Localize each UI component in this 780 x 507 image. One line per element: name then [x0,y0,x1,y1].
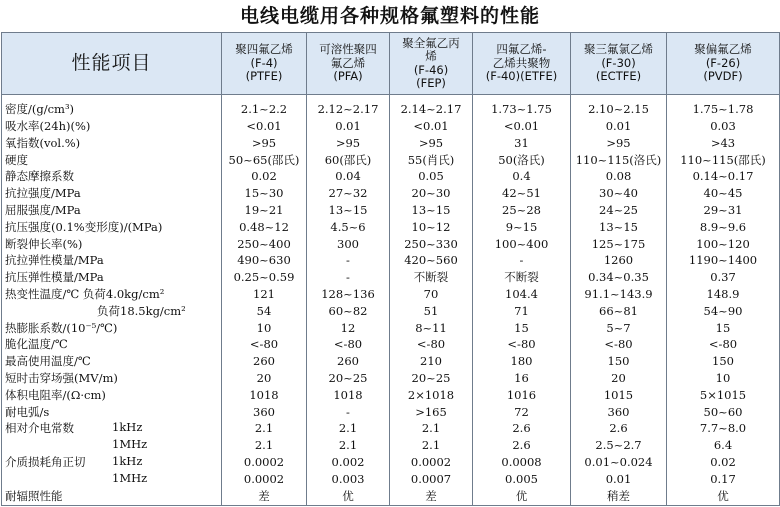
header-material-line: (PFA) [333,69,363,84]
property-name: 抗压弹性模量/MPa [5,270,104,285]
header-material-line: (F-46) [413,62,449,77]
value-cell: <0.01 [390,118,473,135]
value-cell: 104.4 [473,286,571,303]
property-name: 最高使用温度/℃ [5,354,91,369]
value-cell: 0.14~0.17 [667,169,780,186]
value-cell: 0.0008 [473,454,571,471]
value-cell: >95 [307,135,390,152]
property-name: 脆化温度/℃ [5,337,68,352]
value-cell: 0.01~0.024 [571,454,667,471]
property-name: 抗拉强度/MPa [5,186,81,201]
property-name: 体积电阻率/(Ω·cm) [5,387,106,402]
value-cell: 490~630 [222,253,307,270]
header-material [390,33,473,95]
value-cell: >95 [390,135,473,152]
table-row [2,236,780,253]
header-material-line: (F-30) [601,55,636,70]
value-cell: 4.5~6 [307,219,390,236]
property-label [2,454,222,471]
property-label [2,437,222,454]
value-cell: 0.03 [667,118,780,135]
property-name: 断裂伸长率(%) [5,236,83,251]
value-cell: 6.4 [667,437,780,454]
value-cell: 0.04 [307,169,390,186]
property-label [2,354,222,371]
header-property: 性能项目 [2,33,222,95]
property-name: 热变性温度/℃ 负荷4.0kg/cm² [5,286,165,301]
value-cell: 2.12~2.17 [307,95,390,119]
value-cell: 10 [222,320,307,337]
property-name: 屈服强度/MPa [5,202,81,217]
table-row [2,202,780,219]
table-row [2,270,780,287]
value-cell: 0.01 [307,118,390,135]
property-name: 氧指数(vol.%) [5,135,81,150]
value-cell: 150 [571,354,667,371]
value-cell: 5~7 [571,320,667,337]
value-cell: 20 [222,370,307,387]
value-cell: 13~15 [307,202,390,219]
value-cell: 24~25 [571,202,667,219]
value-cell: 70 [390,286,473,303]
properties-table [1,32,780,506]
value-cell: 40~45 [667,186,780,203]
value-cell: 2.1 [222,437,307,454]
value-cell: 250~330 [390,236,473,253]
value-cell: <-80 [307,337,390,354]
value-cell: 50(洛氏) [473,152,571,169]
header-material-line: (PTFE) [245,69,283,84]
property-label [2,471,222,488]
value-cell: 1260 [571,253,667,270]
property-label [2,320,222,337]
value-cell: 0.02 [667,454,780,471]
value-cell: 0.37 [667,270,780,287]
value-cell: <-80 [390,337,473,354]
value-cell: 0.4 [473,169,571,186]
value-cell: >165 [390,404,473,421]
table-row [2,303,780,320]
value-cell: 110~115(洛氏) [571,152,667,169]
header-material-line: (PVDF) [703,69,743,84]
header-material-line: (F-4) [250,55,278,70]
header-material-line: 四氟乙烯- [496,42,547,57]
header-material-line: 烯 [425,49,437,63]
table-row [2,354,780,371]
property-label [2,337,222,354]
property-frequency: 1MHz [112,471,148,485]
value-cell: 0.0002 [222,454,307,471]
table-row [2,370,780,387]
property-name: 耐辐照性能 [5,488,63,503]
property-label [2,404,222,421]
value-cell: 0.25~0.59 [222,270,307,287]
value-cell: 2.1 [307,421,390,438]
value-cell: 1.73~1.75 [473,95,571,119]
value-cell: 50~65(邵氏) [222,152,307,169]
header-material [473,33,571,95]
value-cell: 差 [390,488,473,506]
value-cell: 210 [390,354,473,371]
property-name: 短时击穿场强(MV/m) [5,370,118,385]
value-cell: 15 [473,320,571,337]
value-cell: 0.48~12 [222,219,307,236]
value-cell: 2.1 [222,421,307,438]
property-name: 耐电弧/s [5,404,50,419]
header-material-line: (FEP) [416,76,446,90]
value-cell: <-80 [571,337,667,354]
value-cell: 0.08 [571,169,667,186]
value-cell: 0.17 [667,471,780,488]
property-label [2,253,222,270]
property-label [2,152,222,169]
value-cell: 0.05 [390,169,473,186]
value-cell: 13~15 [390,202,473,219]
header-material-line: (F-40)(ETFE) [485,69,558,84]
value-cell: 2×1018 [390,387,473,404]
property-label [2,286,222,303]
value-cell: 2.6 [473,437,571,454]
value-cell: 2.1~2.2 [222,95,307,119]
table-row [2,169,780,186]
value-cell: 60(邵氏) [307,152,390,169]
value-cell: 100~120 [667,236,780,253]
property-name: 硬度 [5,152,28,167]
table-row [2,454,780,471]
value-cell: 2.6 [571,421,667,438]
table-row [2,320,780,337]
value-cell: 1.75~1.78 [667,95,780,119]
value-cell: 2.14~2.17 [390,95,473,119]
value-cell: 1018 [307,387,390,404]
value-cell: - [473,253,571,270]
value-cell: 1018 [222,387,307,404]
header-material [667,33,780,95]
value-cell: 180 [473,354,571,371]
value-cell: 420~560 [390,253,473,270]
value-cell: 0.005 [473,471,571,488]
value-cell: 差 [222,488,307,506]
property-label [2,270,222,287]
property-label [2,135,222,152]
value-cell: 66~81 [571,303,667,320]
value-cell: 1016 [473,387,571,404]
property-label [2,118,222,135]
value-cell: >95 [571,135,667,152]
value-cell: 5×1015 [667,387,780,404]
property-name: 密度/(g/cm³) [5,101,75,116]
value-cell: 0.34~0.35 [571,270,667,287]
value-cell: 71 [473,303,571,320]
value-cell: 25~28 [473,202,571,219]
value-cell: 15~30 [222,186,307,203]
value-cell: - [307,253,390,270]
value-cell: 优 [473,488,571,506]
value-cell: 100~400 [473,236,571,253]
header-material [307,33,390,95]
property-label [2,303,222,320]
value-cell: 16 [473,370,571,387]
value-cell: 60~82 [307,303,390,320]
value-cell: 54~90 [667,303,780,320]
value-cell: 54 [222,303,307,320]
header-material-line: 氟乙烯 [330,55,366,70]
property-name: 介质损耗角正切 [5,454,86,469]
value-cell: 50~60 [667,404,780,421]
value-cell: 31 [473,135,571,152]
value-cell: 不断裂 [473,270,571,287]
header-material [571,33,667,95]
value-cell: 20 [571,370,667,387]
table-body [2,95,780,506]
value-cell: 7.7~8.0 [667,421,780,438]
property-label [2,219,222,236]
value-cell: 128~136 [307,286,390,303]
property-name: 吸水率(24h)(%) [5,118,91,133]
value-cell: 10~12 [390,219,473,236]
value-cell: 125~175 [571,236,667,253]
value-cell: 20~30 [390,186,473,203]
value-cell: >43 [667,135,780,152]
table-title: 电线电缆用各种规格氟塑料的性能 [239,5,540,27]
value-cell: 0.01 [571,471,667,488]
value-cell: <-80 [667,337,780,354]
value-cell: 优 [307,488,390,506]
value-cell: 2.1 [390,437,473,454]
value-cell: 300 [307,236,390,253]
property-label [2,387,222,404]
table-row [2,421,780,438]
header-material-line: (F-26) [705,55,741,70]
value-cell: 360 [571,404,667,421]
header-material-line: 聚偏氟乙烯 [694,42,752,57]
property-label [2,202,222,219]
property-label [2,169,222,186]
value-cell: 42~51 [473,186,571,203]
value-cell: 121 [222,286,307,303]
value-cell: 19~21 [222,202,307,219]
header-material-line: 乙烯共聚物 [492,55,551,70]
value-cell: 2.6 [473,421,571,438]
value-cell: 2.1 [390,421,473,438]
header-material [222,33,307,95]
value-cell: 51 [390,303,473,320]
value-cell: <0.01 [222,118,307,135]
value-cell: 72 [473,404,571,421]
table-row [2,286,780,303]
value-cell: 27~32 [307,186,390,203]
value-cell: 148.9 [667,286,780,303]
value-cell: 2.10~2.15 [571,95,667,119]
value-cell: 29~31 [667,202,780,219]
value-cell: 不断裂 [390,270,473,287]
value-cell: 0.0007 [390,471,473,488]
property-name: 负荷18.5kg/cm² [97,303,186,318]
value-cell: 0.003 [307,471,390,488]
property-frequency: 1kHz [112,454,143,468]
value-cell: 1190~1400 [667,253,780,270]
value-cell: 12 [307,320,390,337]
property-name: 抗压强度(0.1%变形度)/(MPa) [5,219,163,234]
property-label [2,421,222,438]
value-cell: 1015 [571,387,667,404]
value-cell: 20~25 [307,370,390,387]
table-row [2,118,780,135]
property-label [2,488,222,506]
value-cell: 110~115(邵氏) [667,152,780,169]
value-cell: 2.1 [307,437,390,454]
value-cell: 91.1~143.9 [571,286,667,303]
header-material-line: (ECTFE) [595,69,642,84]
value-cell: 0.01 [571,118,667,135]
value-cell: 8~11 [390,320,473,337]
property-name: 抗拉弹性模量/MPa [5,253,104,268]
value-cell: 260 [307,354,390,371]
value-cell: 55(肖氏) [390,152,473,169]
value-cell: <-80 [473,337,571,354]
value-cell: 9~15 [473,219,571,236]
property-label [2,370,222,387]
header-material-line: 可溶性聚四 [319,42,377,57]
value-cell: 0.02 [222,169,307,186]
value-cell: 8.9~9.6 [667,219,780,236]
value-cell: 2.5~2.7 [571,437,667,454]
value-cell: 稍差 [571,488,667,506]
header-material-line: 聚全氟乙丙 [402,35,460,50]
value-cell: - [307,270,390,287]
property-frequency: 1MHz [112,437,148,452]
property-name: 静态摩擦系数 [5,169,74,184]
property-name: 热膨胀系数/(10⁻⁵/℃) [5,320,118,335]
value-cell: - [307,404,390,421]
value-cell: 13~15 [571,219,667,236]
table-row [2,437,780,454]
header-material-line: 聚四氟乙烯 [235,42,293,57]
value-cell: 10 [667,370,780,387]
table-row [2,95,780,119]
value-cell: 0.002 [307,454,390,471]
value-cell: 250~400 [222,236,307,253]
table-row [2,471,780,488]
value-cell: 150 [667,354,780,371]
value-cell: 15 [667,320,780,337]
value-cell: >95 [222,135,307,152]
value-cell: <-80 [222,337,307,354]
value-cell: 20~25 [390,370,473,387]
table-row [2,152,780,169]
table-row [2,488,780,506]
value-cell: 0.0002 [390,454,473,471]
table-row [2,404,780,421]
property-label [2,95,222,119]
header-row [2,33,780,95]
value-cell: 优 [667,488,780,506]
header-material-line: 聚三氟氯乙烯 [584,42,653,57]
value-cell: 30~40 [571,186,667,203]
table-row [2,253,780,270]
property-label [2,186,222,203]
value-cell: 360 [222,404,307,421]
property-frequency: 1kHz [112,420,143,435]
table-row [2,135,780,152]
property-name: 相对介电常数 [5,421,74,436]
value-cell: 260 [222,354,307,371]
table-row [2,219,780,236]
table-row [2,186,780,203]
property-label [2,236,222,253]
value-cell: <0.01 [473,118,571,135]
table-row [2,387,780,404]
table-row [2,337,780,354]
value-cell: 0.0002 [222,471,307,488]
